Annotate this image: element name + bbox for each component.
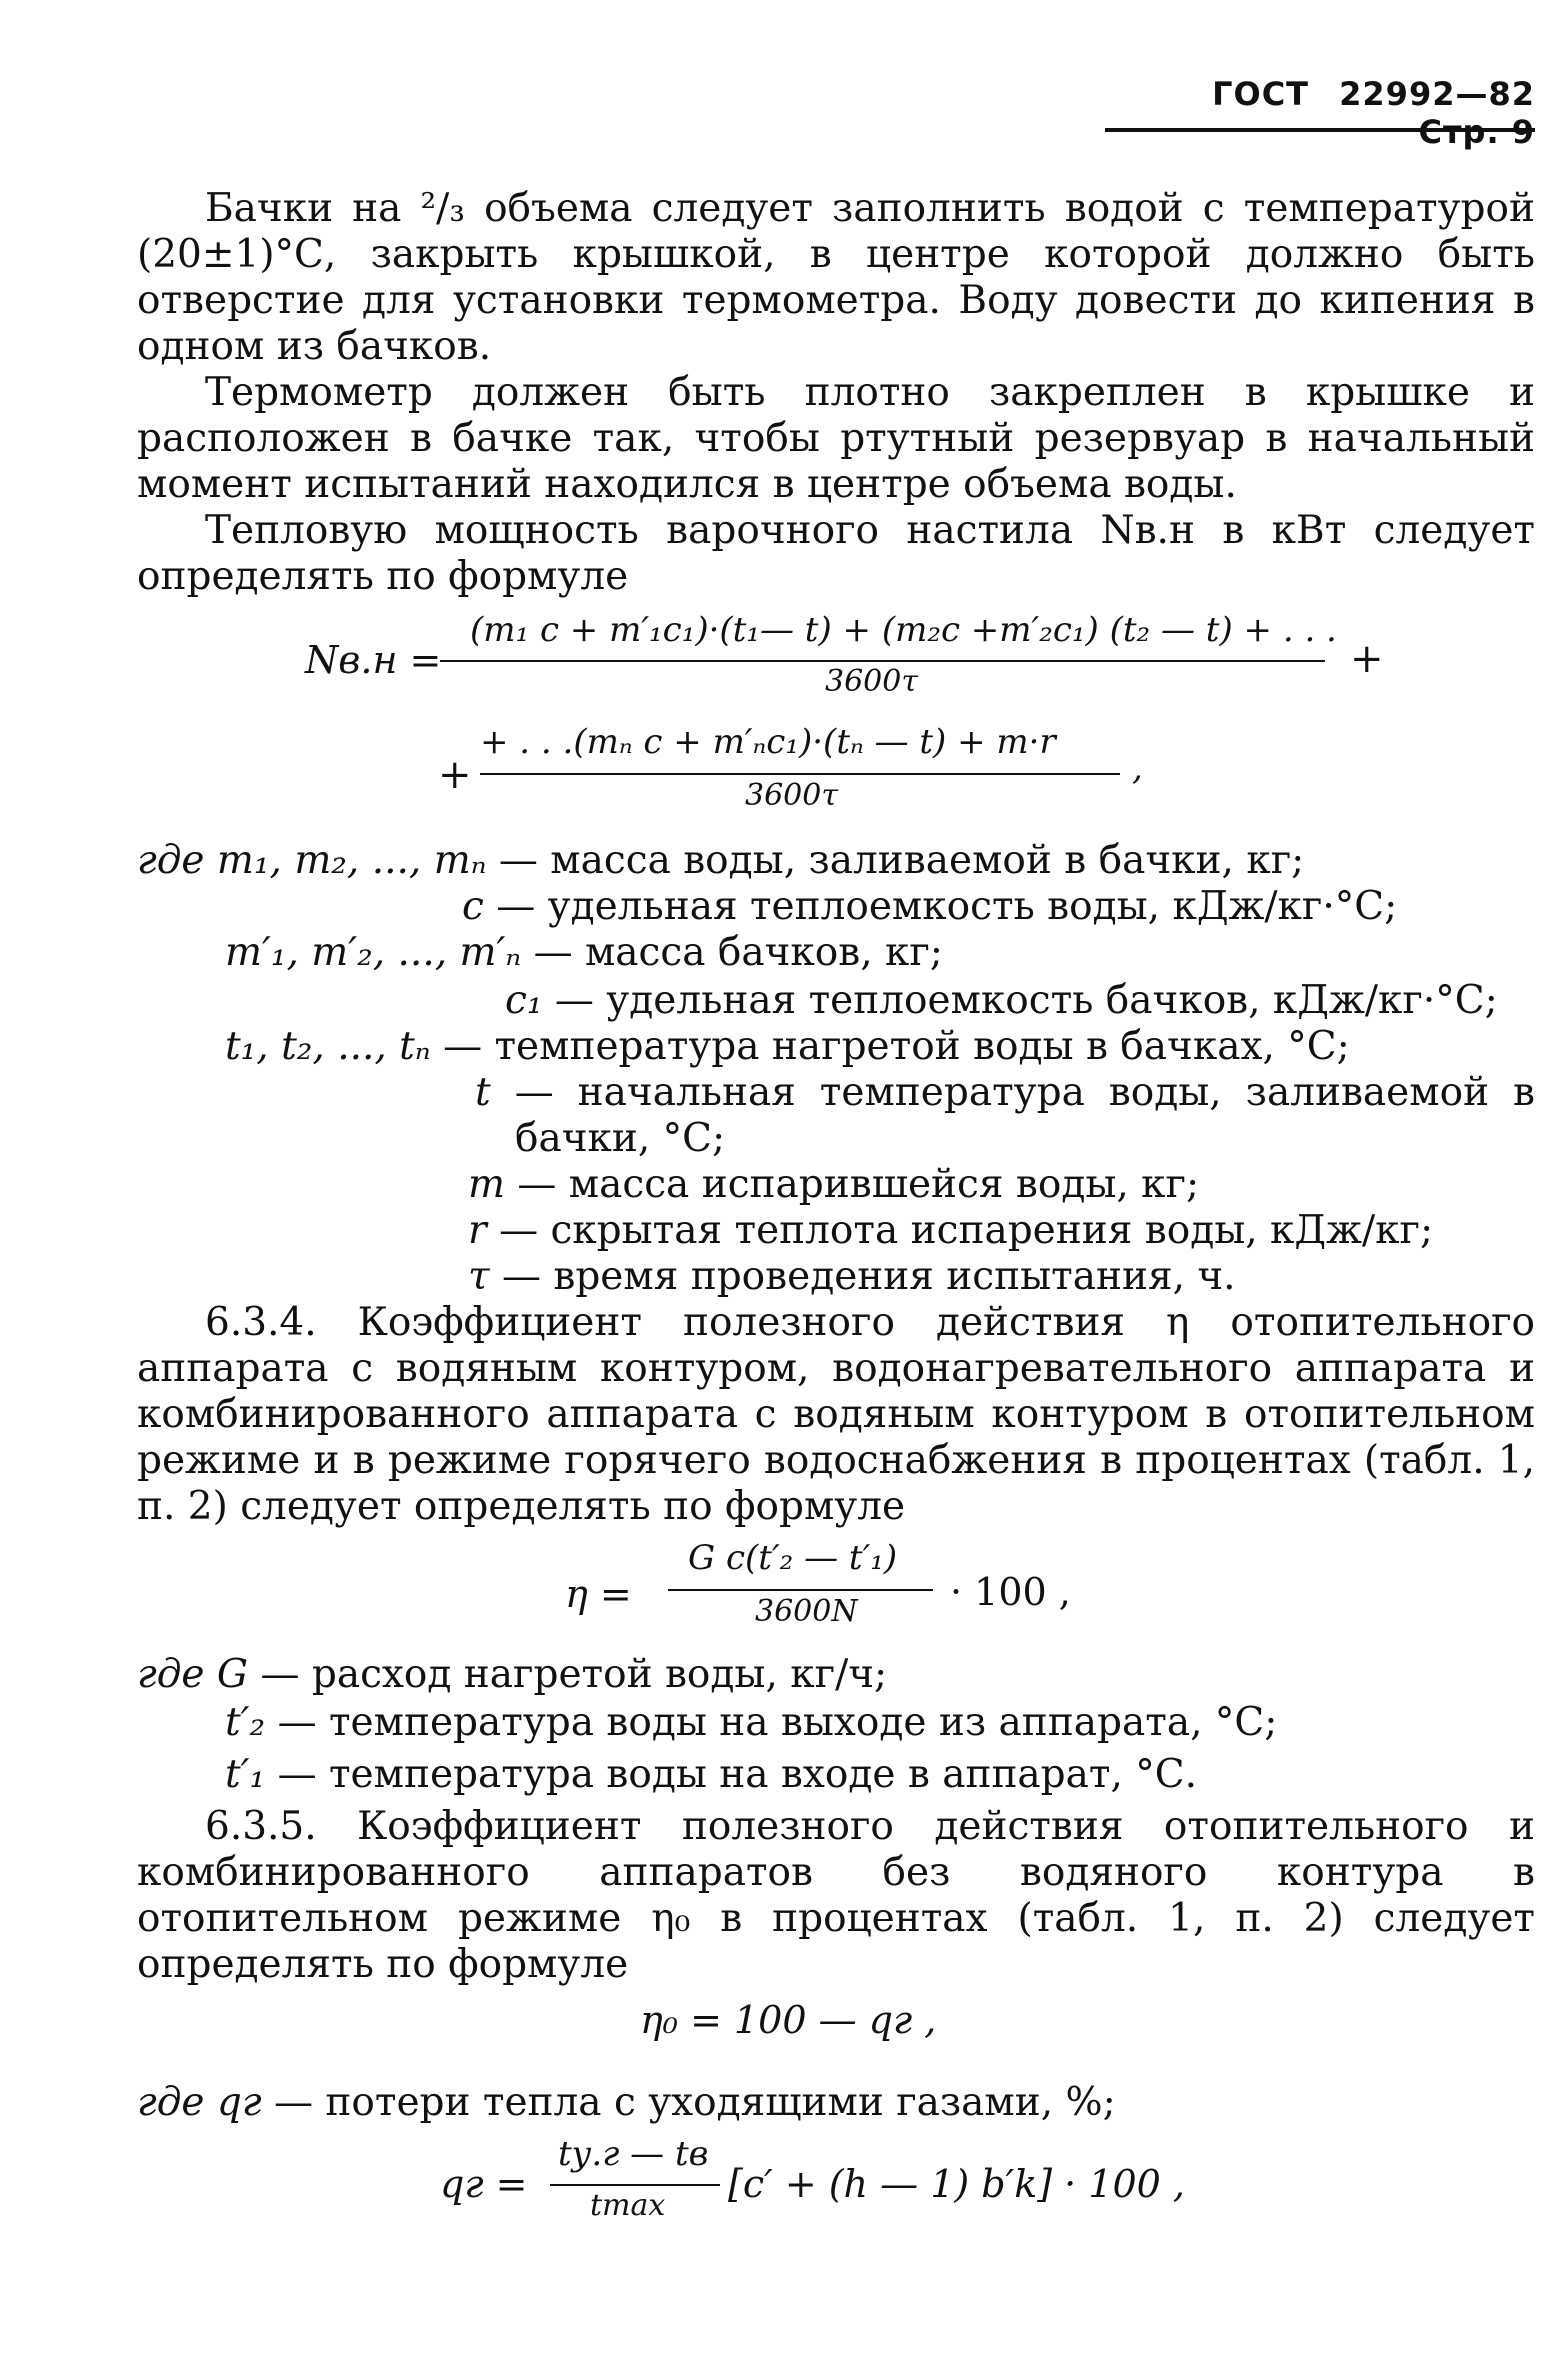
formula1-lhs: Nв.н =	[305, 638, 442, 682]
formula4-bracket: [c′ + (h — 1) b′k] · 100 ,	[728, 2162, 1186, 2206]
formula4-fraction-line	[550, 2184, 720, 2186]
paragraph-3: Тепловую мощность варочного настила Nв.н в кВт следует определять по формуле	[137, 508, 1535, 599]
where3-row: где qг — потери тепла с уходящими газами, %;	[137, 2080, 1116, 2125]
formula1-fraction-line-2	[480, 773, 1120, 775]
formula2-lhs: η =	[565, 1572, 632, 1616]
where1-row: r — скрытая теплота испарения воды, кДж/кг;	[468, 1208, 1434, 1253]
formula1-plus-start: +	[438, 752, 472, 798]
where1-row: c₁ — удельная теплоемкость бачков, кДж/кг·°С;	[505, 978, 1498, 1023]
formula1-numerator-1: (m₁ c + m′₁c₁)·(t₁— t) + (m₂c +m′₂c₁) (t₂ — t) + . . .	[470, 610, 1337, 650]
where1-row: τ — время проведения испытания, ч.	[468, 1254, 1236, 1299]
formula1-numerator-2: + . . .(mₙ c + m′ₙc₁)·(tₙ — t) + m·r	[480, 722, 1056, 762]
header-number: 22992—82	[1339, 75, 1535, 113]
formula1-plus-end: +	[1350, 636, 1384, 682]
where1-row: бачки, °С;	[515, 1116, 726, 1161]
formula4-numerator: tу.г — tв	[558, 2134, 709, 2174]
header-page: Стр. 9	[1418, 113, 1535, 151]
paragraph-6-3-5: 6.3.5. Коэффициент полезного действия отопительного и комбинированного аппаратов без водяного контура в отопительном режиме η₀ в процентах (табл. 1, п. 2) следует определять по формуле	[137, 1804, 1535, 1987]
formula1-comma: ,	[1132, 748, 1143, 788]
where1-row: t — начальная температура воды, заливаемой в	[475, 1070, 1536, 1115]
where2-row: где G — расход нагретой воды, кг/ч;	[137, 1652, 888, 1697]
paragraph-1: Бачки на ²/₃ объема следует заполнить водой с температурой (20±1)°С, закрыть крышкой, в центре которой должно быть отверстие для установки термометра. Воду довести до кипения в одном из бачков.	[137, 186, 1535, 369]
formula1-denominator-1: 3600τ	[825, 664, 918, 699]
where2-row: t′₁ — температура воды на входе в аппарат, °С.	[225, 1752, 1198, 1797]
paragraph-6-3-4: 6.3.4. Коэффициент полезного действия η отопительного аппарата с водяным контуром, водонагревательного аппарата и комбинированного аппарата с водяным контуром в отопительном режиме и в режиме горячего водоснабжения в процентах (табл. 1, п. 2) следует определять по формуле	[137, 1300, 1535, 1529]
where1-row: m — масса испарившейся воды, кг;	[468, 1162, 1200, 1207]
page-header	[1105, 75, 1535, 151]
paragraph-2: Термометр должен быть плотно закреплен в крышке и расположен в бачке так, чтобы ртутный резервуар в начальный момент испытаний находился в центре объема воды.	[137, 370, 1535, 507]
header-rule	[1105, 128, 1535, 132]
formula2-multiplier: · 100 ,	[950, 1570, 1071, 1614]
formula2-numerator: G c(t′₂ — t′₁)	[688, 1538, 898, 1578]
formula1-fraction-line-1	[440, 660, 1325, 662]
where1-row: c — удельная теплоемкость воды, кДж/кг·°С;	[462, 884, 1398, 929]
formula4-lhs: qг =	[440, 2162, 528, 2206]
formula4-denominator: tmax	[590, 2188, 666, 2223]
formula2-fraction-line	[668, 1589, 933, 1591]
where1-row: t₁, t₂, ..., tₙ — температура нагретой воды в бачках, °С;	[225, 1024, 1350, 1069]
header-doc: ГОСТ	[1212, 75, 1309, 113]
where1-row: m′₁, m′₂, ..., m′ₙ — масса бачков, кг;	[225, 930, 943, 975]
formula-eta0: η₀ = 100 — qг ,	[640, 1998, 937, 2042]
formula2-denominator: 3600N	[755, 1594, 858, 1629]
where2-row: t′₂ — температура воды на выходе из аппарата, °С;	[225, 1700, 1278, 1745]
where1-row: где m₁, m₂, ..., mₙ — масса воды, заливаемой в бачки, кг;	[137, 838, 1305, 883]
formula1-denominator-2: 3600τ	[745, 778, 838, 813]
